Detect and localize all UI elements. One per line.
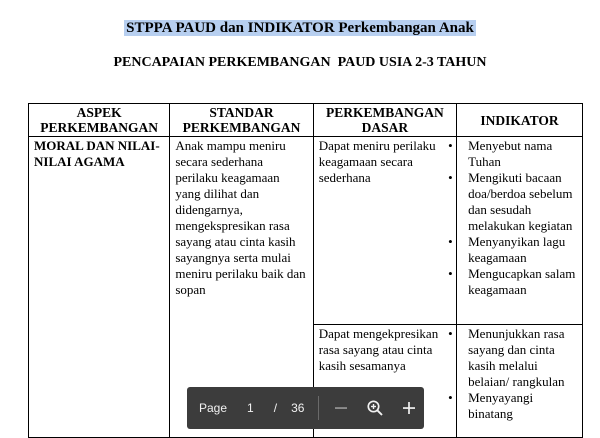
header-indikator: INDIKATOR [457, 104, 583, 137]
indicator-item: • Menyanyikan lagu keagamaan [462, 234, 577, 266]
plus-icon [401, 400, 417, 416]
indicator-item: • Menyayangi binatang [462, 390, 577, 422]
toolbar-divider [318, 396, 319, 420]
add-button[interactable] [397, 396, 421, 420]
page-separator: / [273, 401, 278, 415]
page-label: Page [199, 401, 228, 415]
header-standar: STANDAR PERKEMBANGAN [170, 104, 313, 137]
cell-dasar: Dapat mengekpresikan rasa sayang atau cinta kasih sesamanya [313, 325, 456, 438]
indicator-item: • Mengikuti bacaan doa/berdoa sebelum dan sesudah melakukan kegiatan [462, 170, 577, 234]
indicator-item: • Menyebut nama Tuhan [462, 138, 577, 170]
page-viewer-toolbar [187, 387, 424, 429]
total-pages: 36 [291, 401, 305, 415]
zoom-in-icon [366, 399, 384, 417]
current-page-input[interactable]: 1 [247, 401, 254, 415]
indicator-item: • Menunjukkan rasa sayang dan cinta kasih melalui belaian/ rangkulan [462, 326, 577, 390]
header-dasar: PERKEMBANGAN DASAR [313, 104, 456, 137]
zoom-out-button[interactable] [329, 396, 353, 420]
document-subtitle: PENCAPAIAN PERKEMBANGAN PAUD USIA 2-3 TAHUN [113, 55, 487, 70]
table-header-row [29, 104, 583, 137]
table-row [29, 137, 583, 325]
cell-indikator [457, 137, 583, 325]
cell-indikator [457, 325, 583, 438]
minus-icon [333, 400, 349, 416]
cell-standar: Anak mampu meniru secara sederhana perilaku keagamaan yang dilihat dan didengarnya, mengekspresikan rasa sayang atau cinta kasih sayangnya serta mulai meniru perilaku baik dan sopan [170, 137, 313, 438]
cell-dasar: Dapat meniru perilaku keagamaan secara sederhana [313, 137, 456, 325]
document-title: STPPA PAUD dan INDIKATOR Perkembangan Anak [126, 20, 474, 36]
indicator-item: • Mengucapkan salam keagamaan [462, 266, 577, 298]
zoom-in-button[interactable] [363, 396, 387, 420]
cell-aspek: MORAL DAN NILAI-NILAI AGAMA [29, 137, 170, 438]
header-aspek: ASPEK PERKEMBANGAN [29, 104, 170, 137]
